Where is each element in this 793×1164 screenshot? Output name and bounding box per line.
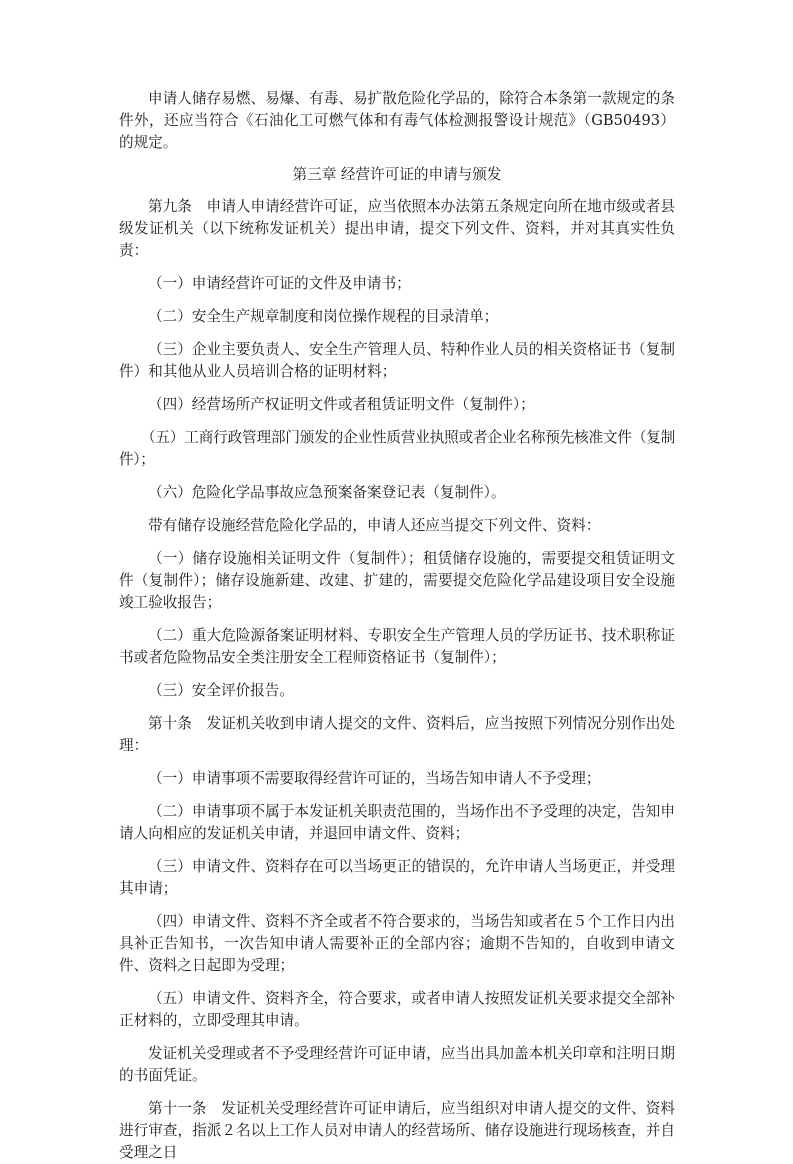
storage-item-2: （二）重大危险源备案证明材料、专职安全生产管理人员的学历证书、技术职称证书或者危险物品安全类注册安全工程师资格证书（复制件）； (119, 627, 675, 666)
article-9-item-1: （一）申请经营许可证的文件及申请书； (148, 275, 411, 292)
paragraph-storage-requirement: 申请人储存易燃、易爆、有毒、易扩散危险化学品的，除符合本条第一款规定的条件外，还应当符合《石油化工可燃气体和有毒气体检测报警设计规范》（GB50493）的规定。 (119, 90, 675, 151)
article-10: 第十条 发证机关收到申请人提交的文件、资料后，应当按照下列情况分别作出处理： (119, 715, 675, 754)
article-10-item-3: （三）申请文件、资料存在可以当场更正的错误的，允许申请人当场更正，并受理其申请； (119, 858, 675, 897)
document-page (119, 88, 675, 1164)
article-9-item-3: （三）企业主要负责人、安全生产管理人员、特种作业人员的相关资格证书（复制件）和其他从业人员培训合格的证明材料； (119, 341, 675, 380)
storage-item-3: （三）安全评价报告。 (148, 682, 294, 699)
article-10-item-1: （一）申请事项不需要取得经营许可证的，当场告知申请人不予受理； (148, 770, 601, 787)
article-10-item-4: （四）申请文件、资料不齐全或者不符合要求的，当场告知或者在５个工作日内出具补正告知书，一次告知申请人需要补正的全部内容；逾期不告知的，自收到申请文件、资料之日起即为受理； (119, 913, 675, 974)
article-9: 第九条 申请人申请经营许可证，应当依照本办法第五条规定向所在地市级或者县级发证机关（以下统称发证机关）提出申请，提交下列文件、资料，并对其真实性负责： (119, 198, 675, 259)
article-9-item-6: （六）危险化学品事故应急预案备案登记表（复制件）。 (148, 484, 506, 501)
article-10-item-5: （五）申请文件、资料齐全，符合要求，或者申请人按照发证机关要求提交全部补正材料的，立即受理其申请。 (119, 990, 675, 1029)
chapter-heading: 第三章 经营许可证的申请与颁发 (292, 166, 502, 183)
article-9-item-2: （二）安全生产规章制度和岗位操作规程的目录清单； (148, 308, 499, 325)
acceptance-certificate: 发证机关受理或者不予受理经营许可证申请，应当出具加盖本机关印章和注明日期的书面凭证。 (119, 1045, 675, 1084)
storage-facility-requirement: 带有储存设施经营危险化学品的，申请人还应当提交下列文件、资料： (148, 517, 601, 534)
storage-item-1: （一）储存设施相关证明文件（复制件）；租赁储存设施的，需要提交租赁证明文件（复制件）；储存设施新建、改建、扩建的，需要提交危险化学品建设项目安全设施竣工验收报告； (119, 550, 675, 611)
article-9-item-4: （四）经营场所产权证明文件或者租赁证明文件（复制件）； (148, 396, 535, 413)
article-11: 第十一条 发证机关受理经营许可证申请后，应当组织对申请人提交的文件、资料进行审查，指派２名以上工作人员对申请人的经营场所、储存设施进行现场核查，并自受理之日 (119, 1100, 675, 1161)
article-10-item-2: （二）申请事项不属于本发证机关职责范围的，当场作出不予受理的决定，告知申请人向相应的发证机关申请，并退回申请文件、资料； (119, 803, 675, 842)
article-9-item-5: （五）工商行政管理部门颁发的企业性质营业执照或者企业名称预先核准文件（复制件）； (119, 429, 675, 468)
